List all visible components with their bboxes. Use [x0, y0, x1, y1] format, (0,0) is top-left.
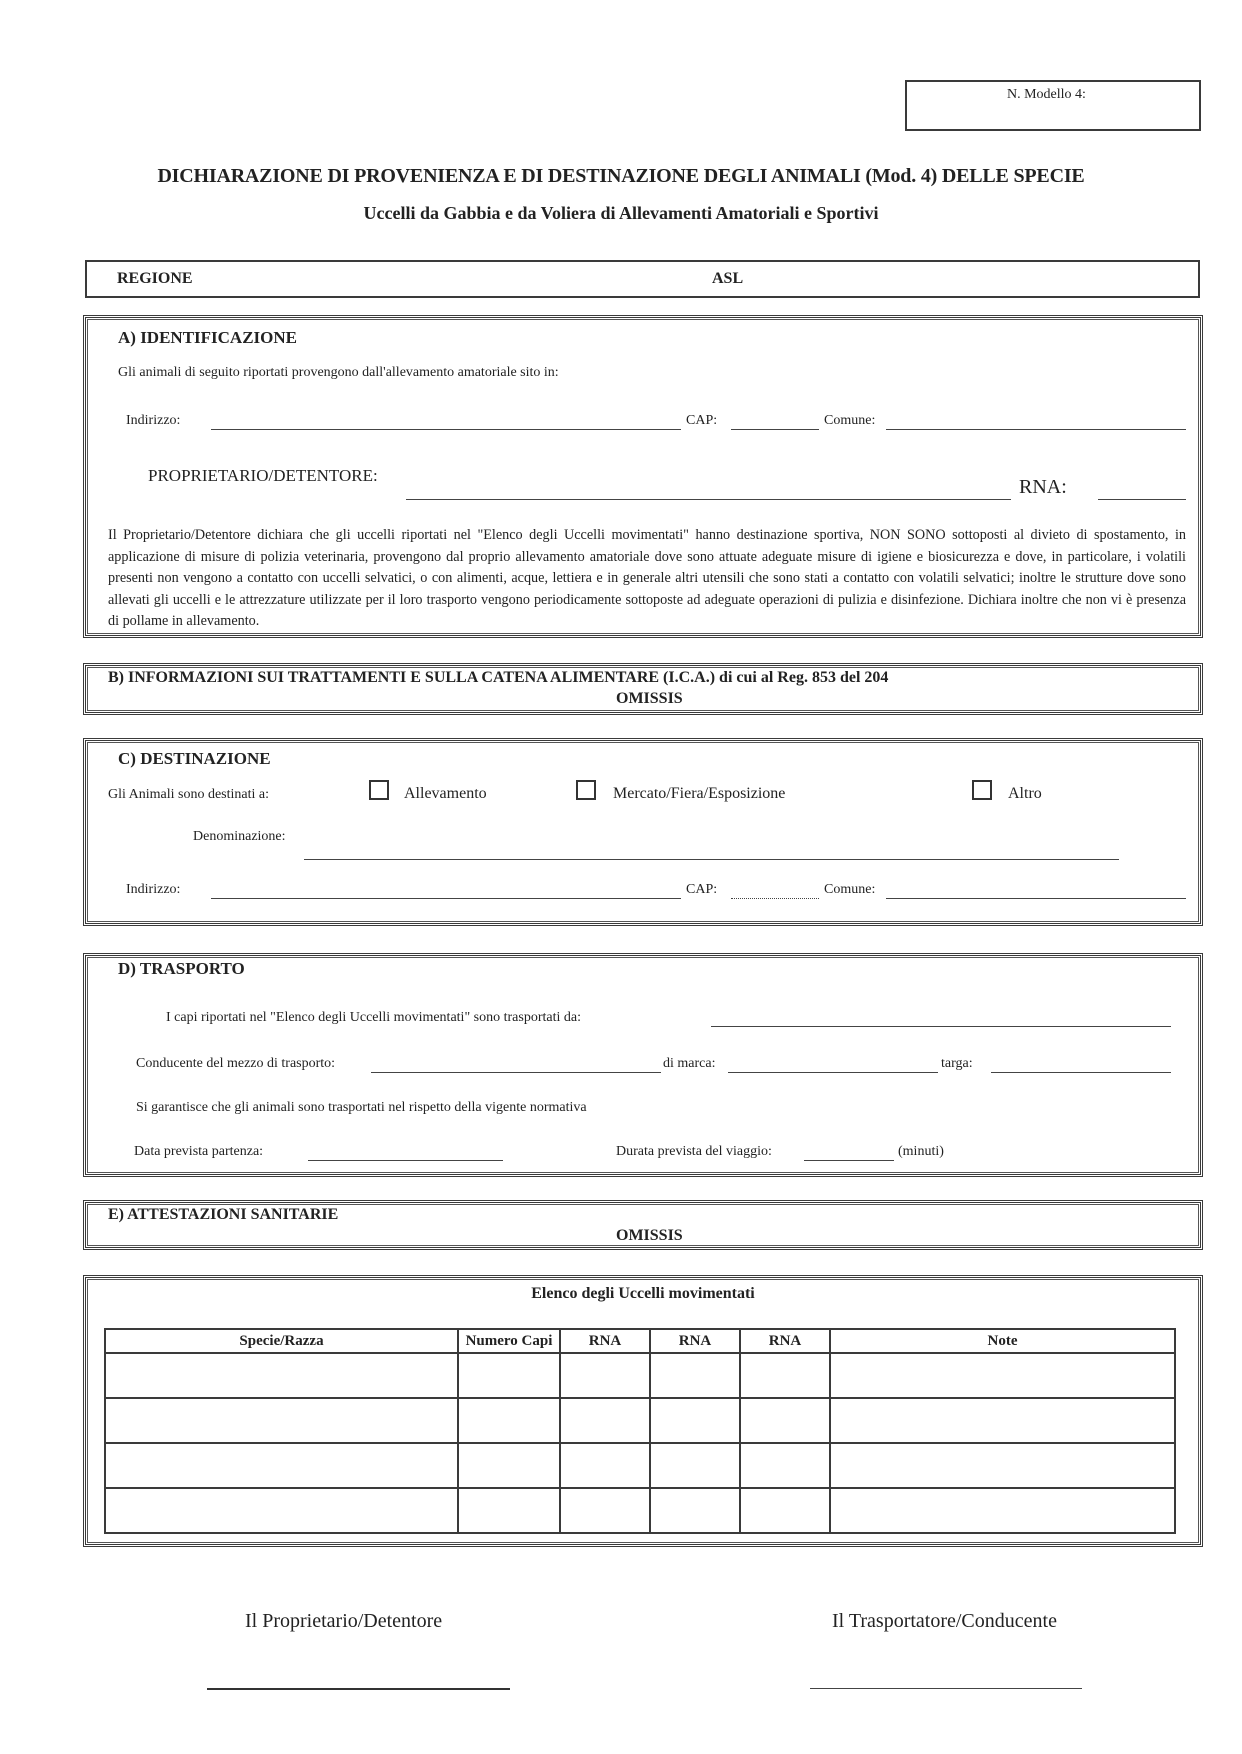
driver-label: Conducente del mezzo di trasporto:: [136, 1056, 336, 1071]
col-rna-3: RNA: [740, 1329, 830, 1353]
section-c-destinazione: [83, 738, 1203, 926]
section-b-title: B) INFORMAZIONI SUI TRATTAMENTI E SULLA CATENA ALIMENTARE (I.C.A.) di cui al Reg. 853 del 204: [108, 669, 889, 686]
checkbox-altro[interactable]: [972, 780, 992, 800]
destination-label: Gli Animali sono destinati a:: [108, 787, 269, 802]
owner-field[interactable]: [406, 499, 1011, 500]
section-a-identificazione: [83, 315, 1203, 638]
cell-rna-2[interactable]: [650, 1443, 740, 1488]
driver-field[interactable]: [371, 1072, 661, 1073]
document-title: DICHIARAZIONE DI PROVENIENZA E DI DESTINAZIONE DEGLI ANIMALI (Mod. 4) DELLE SPECIE: [157, 165, 1085, 187]
cell-specie-razza[interactable]: [105, 1488, 458, 1533]
bird-list-title: Elenco degli Uccelli movimentati: [531, 1285, 755, 1302]
dest-cap-label: CAP:: [686, 882, 718, 897]
cell-rna-3[interactable]: [740, 1398, 830, 1443]
cell-rna-3[interactable]: [740, 1443, 830, 1488]
owner-declaration: Il Proprietario/Detentore dichiara che gli uccelli riportati nel "Elenco degli Uccelli movimentati" hanno destinazione sportiva, NON SONO sottoposti al divieto di spostamento, in applicazione di misure di polizia veterinaria, provengono dal proprio allevamento amatoriale dove sono attuate adeguate misure di igiene e biosicurezza e dove, in particolare, i volatili presenti non vengono a contatto con uccelli selvatici, o con alimenti, acque, lettiera e in generale altri utensili che sono stati a contatto con volatili selvatici; inoltre le strutture dove sono allevati gli uccelli e le attrezzature utilizzate per il loro trasporto vengono periodicamente sottoposte ad adeguate operazioni di pulizia e disinfezione. Dichiara inoltre che non vi è presenza di pollame in allevamento.: [108, 527, 1186, 629]
bird-list-table: [104, 1328, 1176, 1534]
origin-comune-label: Comune:: [824, 413, 876, 428]
owner-label: PROPRIETARIO/DETENTORE:: [148, 466, 378, 485]
section-e-omissis: OMISSIS: [616, 1227, 683, 1244]
plate-field[interactable]: [991, 1072, 1171, 1073]
model-number-box[interactable]: [905, 80, 1201, 131]
table-row: [105, 1398, 1175, 1443]
dest-comune-label: Comune:: [824, 882, 876, 897]
cell-rna-2[interactable]: [650, 1398, 740, 1443]
section-e-attestazioni: [83, 1200, 1203, 1250]
transport-guarantee: Si garantisce che gli animali sono trasportati nel rispetto della vigente normativa: [136, 1100, 587, 1115]
cell-note[interactable]: [830, 1398, 1175, 1443]
col-rna-2: RNA: [650, 1329, 740, 1353]
carrier-label: I capi riportati nel "Elenco degli Uccelli movimentati" sono trasportati da:: [166, 1010, 581, 1025]
denominazione-label: Denominazione:: [193, 829, 286, 844]
option-allevamento-label: Allevamento: [404, 785, 487, 802]
dest-address-label: Indirizzo:: [126, 882, 181, 897]
duration-unit: (minuti): [898, 1144, 944, 1159]
brand-field[interactable]: [728, 1072, 938, 1073]
checkbox-mercato-fiera-esposizione[interactable]: [576, 780, 596, 800]
option-mercato-label: Mercato/Fiera/Esposizione: [613, 785, 786, 802]
table-header-row: [105, 1329, 1175, 1353]
table-row: [105, 1353, 1175, 1398]
origin-comune-field[interactable]: [886, 429, 1186, 430]
dest-comune-field[interactable]: [886, 898, 1186, 899]
section-c-title: C) DESTINAZIONE: [118, 749, 271, 768]
section-a-intro: Gli animali di seguito riportati provengono dall'allevamento amatoriale sito in:: [118, 365, 559, 380]
cell-specie-razza[interactable]: [105, 1443, 458, 1488]
departure-label: Data prevista partenza:: [134, 1144, 264, 1159]
section-d-trasporto: [83, 953, 1203, 1177]
document-subtitle: Uccelli da Gabbia e da Voliera di Allevamenti Amatoriali e Sportivi: [363, 203, 879, 223]
cell-specie-razza[interactable]: [105, 1398, 458, 1443]
duration-field[interactable]: [804, 1160, 894, 1161]
owner-signature-label: Il Proprietario/Detentore: [245, 1610, 443, 1632]
cell-rna-1[interactable]: [560, 1443, 650, 1488]
option-altro-label: Altro: [1008, 785, 1042, 802]
col-specie-razza: Specie/Razza: [105, 1329, 458, 1353]
section-b-ica: [83, 663, 1203, 715]
cell-numero-capi[interactable]: [458, 1488, 560, 1533]
denominazione-field[interactable]: [304, 859, 1119, 860]
owner-rna-label: RNA:: [1019, 476, 1067, 498]
cell-numero-capi[interactable]: [458, 1398, 560, 1443]
col-rna-1: RNA: [560, 1329, 650, 1353]
table-row: [105, 1443, 1175, 1488]
origin-cap-label: CAP:: [686, 413, 718, 428]
asl-label: ASL: [712, 270, 744, 287]
section-e-title: E) ATTESTAZIONI SANITARIE: [108, 1206, 339, 1223]
checkbox-allevamento[interactable]: [369, 780, 389, 800]
cell-numero-capi[interactable]: [458, 1443, 560, 1488]
cell-rna-1[interactable]: [560, 1353, 650, 1398]
plate-label: targa:: [941, 1056, 973, 1071]
brand-label: di marca:: [663, 1056, 716, 1071]
cell-note[interactable]: [830, 1488, 1175, 1533]
carrier-field[interactable]: [711, 1026, 1171, 1027]
cell-numero-capi[interactable]: [458, 1353, 560, 1398]
regione-label: REGIONE: [117, 270, 193, 287]
duration-label: Durata prevista del viaggio:: [616, 1144, 772, 1159]
bird-list-section: [83, 1275, 1203, 1547]
origin-cap-field[interactable]: [731, 429, 819, 430]
departure-field[interactable]: [308, 1160, 503, 1161]
cell-rna-2[interactable]: [650, 1488, 740, 1533]
section-b-omissis: OMISSIS: [616, 690, 683, 707]
origin-address-field[interactable]: [211, 429, 681, 430]
section-a-title: A) IDENTIFICAZIONE: [118, 328, 297, 347]
section-d-title: D) TRASPORTO: [118, 959, 245, 978]
carrier-signature-label: Il Trasportatore/Conducente: [832, 1610, 1057, 1632]
col-numero-capi: Numero Capi: [458, 1329, 560, 1353]
cell-rna-3[interactable]: [740, 1488, 830, 1533]
model-number-label: N. Modello 4:: [1007, 87, 1086, 102]
cell-note[interactable]: [830, 1443, 1175, 1488]
cell-rna-3[interactable]: [740, 1353, 830, 1398]
owner-signature-line[interactable]: [207, 1688, 510, 1690]
cell-rna-1[interactable]: [560, 1488, 650, 1533]
carrier-signature-line[interactable]: [810, 1688, 1082, 1689]
cell-note[interactable]: [830, 1353, 1175, 1398]
dest-address-field[interactable]: [211, 898, 681, 899]
region-bar: [85, 260, 1200, 298]
origin-address-label: Indirizzo:: [126, 413, 181, 428]
cell-specie-razza[interactable]: [105, 1353, 458, 1398]
col-note: Note: [830, 1329, 1175, 1353]
cell-rna-2[interactable]: [650, 1353, 740, 1398]
owner-rna-field[interactable]: [1098, 499, 1186, 500]
dest-cap-field[interactable]: [731, 898, 819, 899]
cell-rna-1[interactable]: [560, 1398, 650, 1443]
table-row: [105, 1488, 1175, 1533]
